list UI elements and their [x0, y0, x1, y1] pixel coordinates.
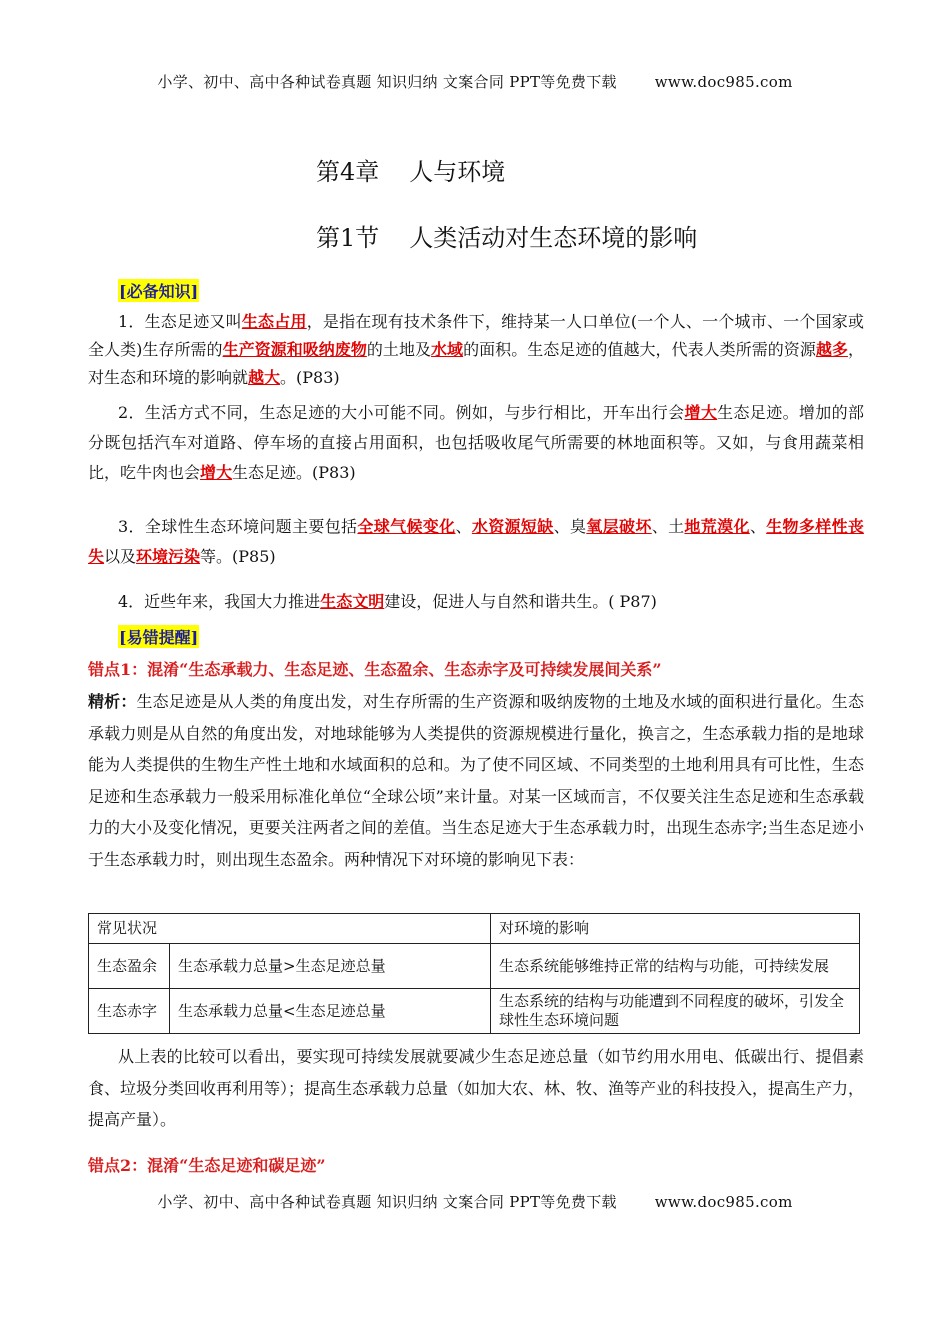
- header-url[interactable]: www.doc985.com: [654, 73, 793, 91]
- section-title: [316, 218, 697, 253]
- table-cell: 生态承载力总量>生态足迹总量: [170, 944, 491, 989]
- key-term: 水资源短缺: [471, 517, 554, 536]
- key-term: 越大: [248, 368, 281, 387]
- key-term: 环境污染: [136, 547, 201, 566]
- table-cell: 生态赤字: [89, 989, 170, 1034]
- section-num: 第1节: [316, 224, 380, 252]
- analysis-text: 生态足迹是从人类的角度出发，对生存所需的生产资源和吸纳废物的土地及水域的面积进行量化。生态承载力则是从自然的角度出发，对地球能够为人类提供的资源规模进行量化，换言之，生态承载力指的是地球能为人类提供的生物生产性土地和水域面积的总和。为了使不同区域、不同类型的土地利用具有可比性，生态足迹和生态承载力一般采用标准化单位“全球公顷”来计量。对某一区域而言，不仅要关注生态足迹和生态承载力的大小及变化情况，更要关注两者之间的差值。当生态足迹大于生态承载力时，出现生态赤字;当生态足迹小于生态承载力时，则出现生态盈余。两种情况下对环境的影响见下表：: [88, 692, 864, 869]
- knowledge-p2: 2．生活方式不同，生态足迹的大小可能不同。例如，与步行相比，开车出行会增大生态足迹。增加的部分既包括汽车对道路、停车场的直接占用面积，也包括吸收尾气所需要的林地面积等。又如，与食用蔬菜相比，吃牛肉也会增大生态足迹。(P83): [88, 403, 864, 482]
- chapter-name: 人与环境: [409, 158, 506, 186]
- knowledge-p4: 4．近些年来，我国大力推进生态文明建设，促进人与自然和谐共生。( P87): [118, 592, 657, 611]
- chapter-title: [316, 152, 505, 187]
- comparison-table: [88, 913, 860, 1034]
- page-footer: [0, 1191, 950, 1212]
- mistake1-analysis: [88, 686, 864, 875]
- key-term: 水域: [431, 340, 464, 359]
- chapter-num: 第4章: [316, 158, 380, 186]
- table-header-cell: 常见状况: [89, 914, 491, 944]
- key-term: 氧层破坏: [586, 517, 652, 536]
- footer-text: 小学、初中、高中各种试卷真题 知识归纳 文案合同 PPT等免费下载: [157, 1193, 617, 1211]
- analysis-label: 精析：: [88, 692, 137, 711]
- table-row: [89, 989, 860, 1034]
- table-cell: 生态盈余: [89, 944, 170, 989]
- key-term: 越多: [815, 340, 848, 359]
- key-term: 全球气候变化: [357, 517, 456, 536]
- key-term: 生产资源和吸纳废物: [222, 340, 367, 359]
- table-cell: 生态承载力总量<生态足迹总量: [170, 989, 491, 1034]
- header-text: 小学、初中、高中各种试卷真题 知识归纳 文案合同 PPT等免费下载: [157, 73, 617, 91]
- footer-url[interactable]: www.doc985.com: [654, 1193, 793, 1211]
- page-header: [0, 71, 950, 92]
- section-name: 人类活动对生态环境的影响: [409, 224, 698, 252]
- after-table-text: 从上表的比较可以看出，要实现可持续发展就要减少生态足迹总量（如节约用水用电、低碳出行、提倡素食、垃圾分类回收再利用等）；提高生态承载力总量（如加大农、林、牧、渔等产业的科技投入，提高生产力，提高产量）。: [88, 1047, 865, 1129]
- table-cell: 生态系统能够维持正常的结构与功能，可持续发展: [491, 944, 860, 989]
- key-term: 增大: [200, 463, 233, 482]
- mistake1-title: 错点1：混淆“生态承载力、生态足迹、生态盈余、生态赤字及可持续发展间关系”: [88, 660, 662, 679]
- mistake2-title: 错点2：混淆“生态足迹和碳足迹”: [88, 1156, 326, 1175]
- table-header-cell: 对环境的影响: [491, 914, 860, 944]
- knowledge-p3: 3．全球性生态环境问题主要包括全球气候变化、水资源短缺、臭氧层破坏、土地荒漠化、生物多样性丧失以及环境污染等。(P85): [88, 517, 864, 566]
- key-term: 地荒漠化: [684, 517, 750, 536]
- table-header-row: [89, 914, 860, 944]
- knowledge-p1: 1．生态足迹又叫生态占用，是指在现有技术条件下，维持某一人口单位(一个人、一个城市、一个国家或全人类)生存所需的生产资源和吸纳废物的土地及水域的面积。生态足迹的值越大，代表人类所需的资源越多，对生态和环境的影响就越大。(P83): [88, 312, 864, 387]
- tag-yicuo: [易错提醒]: [118, 625, 199, 648]
- key-term: 生态占用: [241, 312, 307, 331]
- key-term: 增大: [684, 403, 718, 422]
- table-cell: 生态系统的结构与功能遭到不同程度的破坏，引发全球性生态环境问题: [491, 989, 860, 1034]
- table-row: [89, 944, 860, 989]
- tag-bibei: [必备知识]: [118, 279, 199, 302]
- key-term: 生态文明: [320, 592, 385, 611]
- key-term: 生物多样性丧失: [88, 517, 864, 566]
